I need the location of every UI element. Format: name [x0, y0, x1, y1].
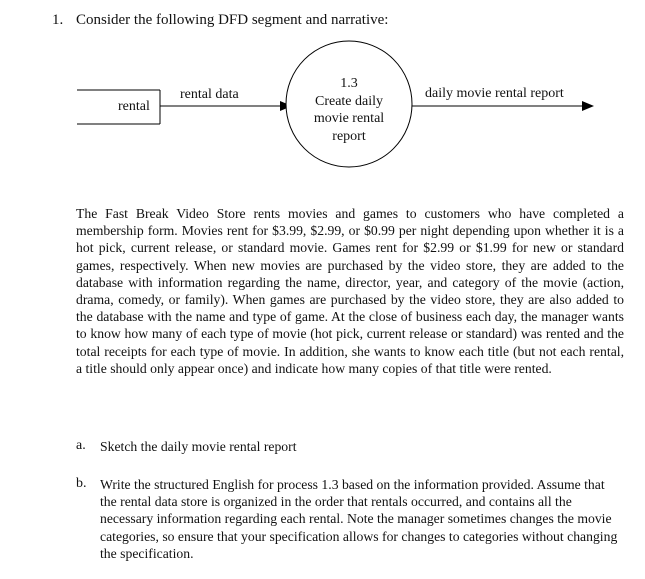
process-name-line: movie rental: [313, 111, 385, 126]
task-b-letter: b.: [76, 476, 87, 491]
process-name-line: report: [332, 128, 366, 144]
task-a-text: Sketch the daily movie rental report: [100, 439, 297, 454]
question-number: 1.: [52, 12, 64, 28]
task-a-letter: a.: [76, 438, 86, 453]
narrative-paragraph: The Fast Break Video Store rents movies and games to customers who have completed a membership form. Movies rent for $3.99, $2.99, or $0.99 per night depending upon whether it is a hot pick, current release, or standard movie. Games rent for $2.99 or $1.99 for new or standard games, respectively. When new movies are purchased by the video store, they are added to the database with information regarding the name, director, year, and category of the movie (action, drama, comedy, or family). When games are purchased by the video store, they are also added to the database with the name and type of game. At the close of business each day, the manager wants to know how many of each type of movie (hot pick, current release or standard) was rented and the total receipts for each type of movie. In addition, she wants to know each title (but not each rental, a title should only appear once) and indicate how many copies of that title were rented.: [76, 206, 624, 376]
input-flow-label: rental data: [180, 87, 239, 102]
output-flow-label: daily movie rental report: [425, 86, 564, 101]
process-label: [300, 75, 398, 145]
process-number: 1.3: [340, 76, 358, 91]
process-name-line: Create daily: [314, 93, 384, 109]
output-flow-arrow: [412, 101, 594, 111]
question-prompt: Consider the following DFD segment and narrative:: [76, 12, 389, 28]
task-b-text: Write the structured English for process 1.3 based on the information provided. Assume that the rental data store is organized in the order that rentals occurred, and contains all the necessary information regarding each rental. Note the manager sometimes changes the movie categories, so ensure that your specification allows for changes to categories without changing the specification.: [100, 477, 618, 561]
data-store-label: rental: [118, 99, 150, 114]
